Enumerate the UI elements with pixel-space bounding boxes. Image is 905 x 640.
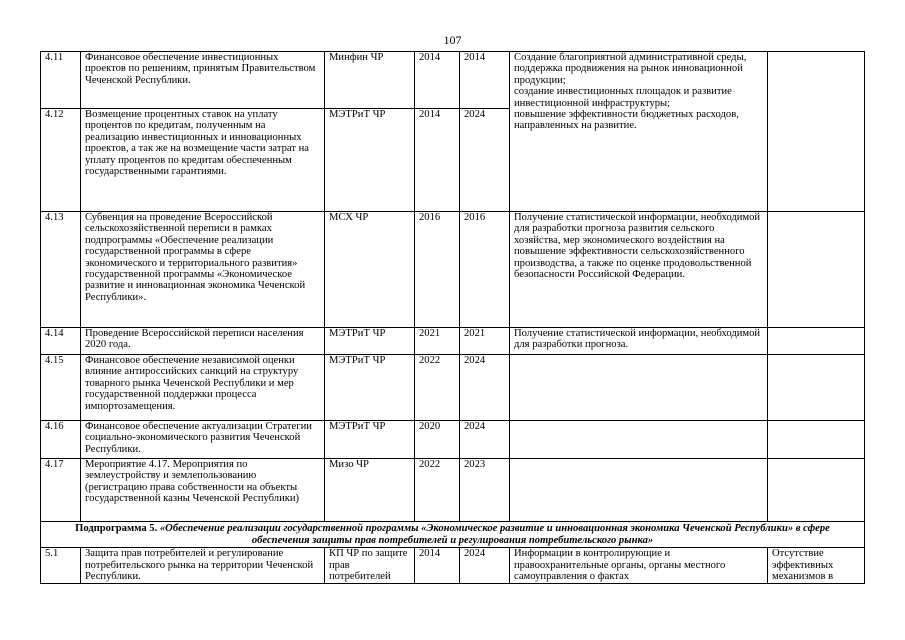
expected-result: Получение статистической информации, необходимой для разработки прогноза.	[510, 328, 768, 355]
end-year: 2024	[460, 109, 510, 212]
executor: МЭТРиТ ЧР	[325, 421, 415, 459]
table-row	[41, 328, 865, 355]
activity-name: Финансовое обеспечение независимой оценки влияние антироссийских санкций на структуру товарного рынка Чеченской Республики и мер государственной поддержки процесса импортозамещения.	[81, 355, 325, 421]
start-year: 2014	[415, 109, 460, 212]
non-implementation-consequences: Отсутствие эффективных механизмов в	[768, 548, 865, 584]
executor: Мизо ЧР	[325, 459, 415, 522]
non-implementation-consequences	[768, 355, 865, 421]
start-year: 2016	[415, 212, 460, 328]
table-row	[41, 355, 865, 421]
executor: МЭТРиТ ЧР	[325, 355, 415, 421]
end-year: 2024	[460, 548, 510, 584]
activity-name: Финансовое обеспечение инвестиционных проектов по решениям, принятым Правительством Чеченской Республики.	[81, 52, 325, 109]
row-number: 4.14	[41, 328, 81, 355]
start-year: 2020	[415, 421, 460, 459]
row-number: 4.11	[41, 52, 81, 109]
end-year: 2024	[460, 421, 510, 459]
executor: МЭТРиТ ЧР	[325, 328, 415, 355]
subprogram-name: «Обеспечение реализации государственной программы «Экономическое развитие и инновационная экономика Чеченской Республики» в сфере обеспечения защиты прав потребителей и регулирования потребительского рынка»	[159, 523, 830, 546]
row-number: 4.17	[41, 459, 81, 522]
start-year: 2021	[415, 328, 460, 355]
start-year: 2014	[415, 52, 460, 109]
start-year: 2022	[415, 459, 460, 522]
end-year: 2014	[460, 52, 510, 109]
expected-result: Получение статистической информации, необходимой для разработки прогноза развития сельского хозяйства, мер экономического воздействия на повышение эффективности сельскохозяйственного производства, а также по оценке продовольственной безопасности Российской Федерации.	[510, 212, 768, 328]
activity-name: Финансовое обеспечение актуализации Стратегии социально-экономического развития Чеченской Республики.	[81, 421, 325, 459]
subprogram-title	[41, 522, 865, 548]
table-row	[41, 459, 865, 522]
expected-result	[510, 459, 768, 522]
row-number: 4.13	[41, 212, 81, 328]
executor: МСХ ЧР	[325, 212, 415, 328]
activity-name: Возмещение процентных ставок на уплату процентов по кредитам, полученным на реализацию инвестиционных и инновационных проектов, а так же на возмещение части затрат на уплату процентов по кредитам обеспеченным государственными гарантиями.	[81, 109, 325, 212]
end-year: 2023	[460, 459, 510, 522]
expected-result: Информации в контролирующие и правоохранительные органы, органы местного самоуправления о фактах	[510, 548, 768, 584]
start-year: 2014	[415, 548, 460, 584]
expected-result: Создание благоприятной административной среды, поддержка продвижения на рынок инновационной продукции; создание инвестиционных площадок и развитие инвестиционной инфраструктуры; повышение эффективности бюджетных расходов, направленных на развитие.	[510, 52, 768, 212]
expected-result	[510, 355, 768, 421]
end-year: 2024	[460, 355, 510, 421]
non-implementation-consequences	[768, 212, 865, 328]
table-row	[41, 212, 865, 328]
row-number: 4.16	[41, 421, 81, 459]
end-year: 2021	[460, 328, 510, 355]
row-number: 4.15	[41, 355, 81, 421]
start-year: 2022	[415, 355, 460, 421]
non-implementation-consequences	[768, 52, 865, 212]
non-implementation-consequences	[768, 459, 865, 522]
expected-result	[510, 421, 768, 459]
subprogram-prefix: Подпрограмма 5.	[75, 523, 160, 534]
table-row	[41, 52, 865, 109]
row-number: 4.12	[41, 109, 81, 212]
executor: КП ЧР по защите прав потребителей	[325, 548, 415, 584]
executor: Минфин ЧР	[325, 52, 415, 109]
table-row	[41, 421, 865, 459]
non-implementation-consequences	[768, 328, 865, 355]
program-activities-table	[40, 51, 865, 584]
subprogram-header-row	[41, 522, 865, 548]
executor: МЭТРиТ ЧР	[325, 109, 415, 212]
end-year: 2016	[460, 212, 510, 328]
activity-name: Защита прав потребителей и регулирование потребительского рынка на территории Чеченской Республики.	[81, 548, 325, 584]
table-row	[41, 548, 865, 584]
non-implementation-consequences	[768, 421, 865, 459]
activity-name: Мероприятие 4.17. Мероприятия по землеустройству и землепользованию (регистрацию права собственности на объекты государственной казны Чеченской Республики)	[81, 459, 325, 522]
activity-name: Проведение Всероссийской переписи населения 2020 года.	[81, 328, 325, 355]
row-number: 5.1	[41, 548, 81, 584]
activity-name: Субвенция на проведение Всероссийской сельскохозяйственной переписи в рамках подпрограммы «Обеспечение реализации государственной программы в сфере экономического и территориального развития» государственной программы «Экономическое развитие и инновационная экономика Чеченской Республики».	[81, 212, 325, 328]
page-number: 107	[443, 33, 462, 47]
